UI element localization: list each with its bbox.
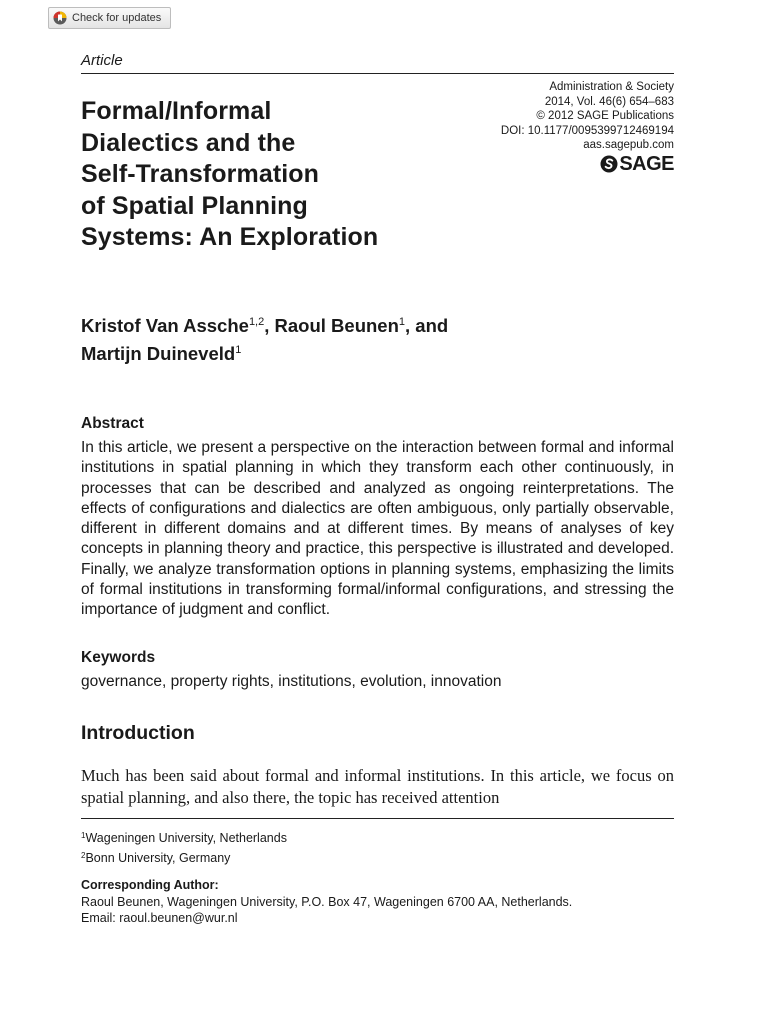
author-separator: , [264, 315, 275, 336]
sage-s-icon [600, 155, 618, 173]
affiliation-item [81, 827, 287, 847]
affiliation-footnotes [81, 827, 287, 867]
author-name: Martijn Duineveld [81, 343, 236, 364]
journal-name: Administration & Society [549, 81, 674, 93]
author-affiliation-marker: 1 [398, 316, 406, 328]
author-affiliation-marker: 1,2 [248, 316, 265, 328]
header-rule [81, 73, 674, 74]
title-line: Formal/Informal [81, 97, 272, 125]
journal-doi[interactable]: DOI: 10.1177/0095399712469194 [500, 124, 674, 137]
abstract-heading: Abstract [81, 415, 144, 432]
affiliation-item [81, 847, 287, 867]
title-line: of Spatial Planning [81, 191, 308, 220]
title-line: Dialectics and the [81, 128, 296, 157]
affiliation-text: Wageningen University, Netherlands [85, 831, 287, 845]
affiliation-number: 1 [81, 831, 86, 840]
affiliation-number: 2 [81, 851, 86, 860]
corresponding-author-address: Raoul Beunen, Wageningen University, P.O. Box 47, Wageningen 6700 AA, Netherlands. [81, 894, 573, 909]
introduction-text: Much has been said about formal and informal institutions. In this article, we focus on spatial planning, and also there, the topic has received attention [81, 766, 674, 807]
title-line: Self-Transformation [81, 160, 320, 188]
check-for-updates-button[interactable] [48, 7, 171, 29]
affiliation-text: Bonn University, Germany [85, 851, 231, 865]
journal-info [501, 80, 674, 153]
journal-copyright: © 2012 SAGE Publications [536, 110, 674, 122]
footnote-rule [81, 818, 674, 819]
sage-wordmark: SAGE [619, 153, 674, 175]
author-name: Raoul Beunen [274, 315, 399, 336]
section-label: Article [81, 52, 123, 69]
article-title [81, 96, 461, 254]
crossmark-icon [53, 11, 67, 25]
keywords-heading: Keywords [81, 649, 156, 666]
corresponding-author [81, 877, 572, 927]
check-for-updates-label: Check for updates [72, 12, 162, 24]
abstract-text: In this article, we present a perspective on the interaction between formal and informal institutions in spatial planning in which they transform each other continuously, in processes that can be described and analyzed as ongoing reinterpretations. The effects of configurations and dialectics are often ambiguous, only partially observable, different in different domains and at different times. By means of analyses of key concepts in planning theory and practice, this perspective is illustrated and developed. Finally, we analyze transformation options in planning systems, emphasizing the limits of formal institutions in transforming formal/informal configurations, and stressing the importance of judgment and conflict. [81, 439, 674, 619]
author-separator: , and [405, 315, 449, 336]
journal-volume: 2014, Vol. 46(6) 654–683 [544, 95, 674, 108]
keywords-text: governance, property rights, institutions, evolution, innovation [81, 673, 502, 690]
author-list [81, 310, 681, 366]
introduction-heading: Introduction [81, 722, 195, 744]
title-line: Systems: An Exploration [81, 223, 379, 251]
corresponding-author-heading: Corresponding Author: [81, 878, 219, 892]
author-affiliation-marker: 1 [235, 344, 242, 356]
author-name: Kristof Van Assche [81, 315, 249, 336]
sage-logo [600, 154, 674, 174]
corresponding-author-email[interactable]: Email: raoul.beunen@wur.nl [81, 911, 238, 925]
journal-url[interactable]: aas.sagepub.com [583, 139, 674, 151]
